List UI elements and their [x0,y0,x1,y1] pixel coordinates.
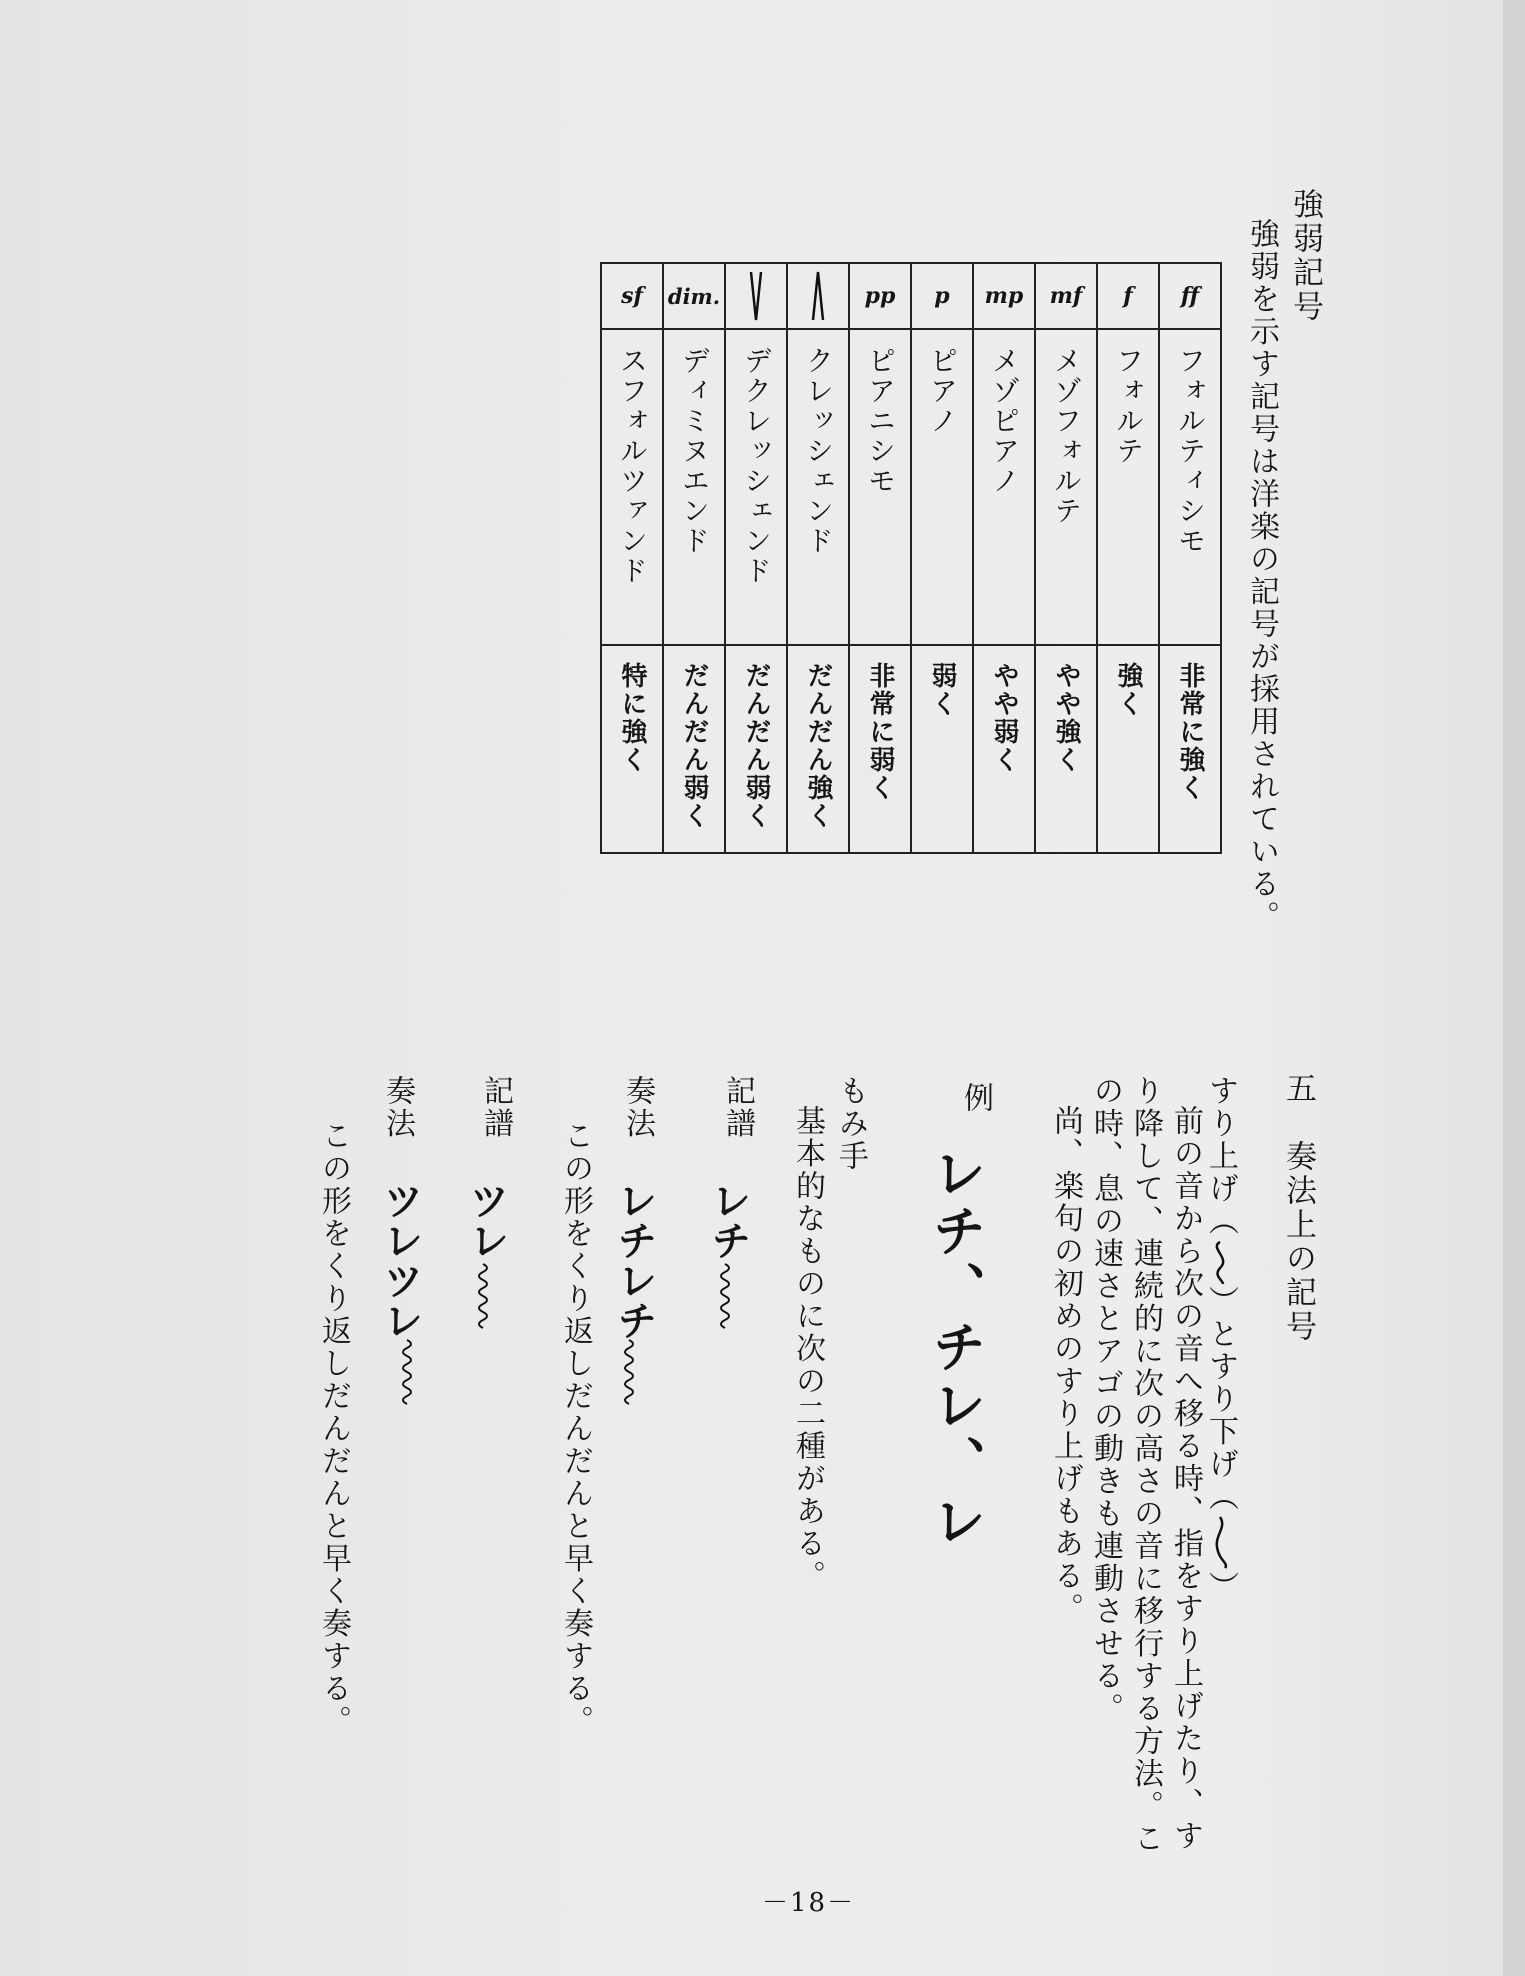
page-edge-shadow [1503,0,1525,1976]
surisage-mark-icon [1205,1513,1235,1571]
souhou-label-1: 奏法 [620,1075,655,1140]
trill-wave-icon [614,1338,644,1418]
explain-text-1: この形をくり返しだんだんと早く奏する。 [558,1120,593,1738]
crescendo-symbol-icon [811,270,825,322]
cell-meaning: 強く [1097,645,1159,853]
notation-kifu-2: ツレ [463,1180,509,1260]
kifu-label-2: 記譜 [478,1075,513,1140]
cell-name: クレッシェンド [787,329,849,645]
cell-meaning: 特に強く [601,645,663,853]
suriage-paragraph-line4: 尚、楽句の初めのすり上げもある。 [1048,1105,1083,1625]
cell-name: スフォルツァンド [601,329,663,645]
notation-souhou-2: ツレツレ [377,1180,423,1340]
cell-symbol: ff [1159,263,1221,329]
cell-symbol: mp [973,263,1035,329]
suriage-paragraph-line2: り降して、連続的に次の高さの音に移行する方法。こ [1128,1075,1163,1855]
cell-name: デクレッシェンド [725,329,787,645]
cell-meaning: だんだん弱く [663,645,725,853]
decrescendo-symbol-icon [749,270,763,322]
cell-symbol: mf [1035,263,1097,329]
section-heading-dynamics: 強弱記号 [1287,188,1323,324]
table-row-names [601,329,1221,645]
cell-symbol: f [1097,263,1159,329]
cell-meaning: だんだん弱く [725,645,787,853]
suriage-title: すり上げ（）とすり下げ（） [1203,1075,1238,1604]
trill-wave-icon [710,1262,740,1342]
kifu-label-1: 記譜 [720,1075,755,1140]
trill-wave-icon [468,1262,498,1342]
cell-meaning: 非常に弱く [849,645,911,853]
suriage-mark-icon [1205,1238,1235,1286]
cell-meaning: 非常に強く [1159,645,1221,853]
cell-name: ピアニシモ [849,329,911,645]
suriage-paragraph-line1: 前の音から次の音へ移る時、指をすり上げたり、す [1168,1105,1203,1853]
page-number: －18－ [762,1888,856,1918]
cell-symbol [725,263,787,329]
example-notation: レチ、チレ、レ [924,1145,987,1551]
cell-meaning: 弱く [911,645,973,853]
example-label: 例 [958,1082,993,1115]
souhou-label-2: 奏法 [380,1075,415,1140]
momide-title: もみ手 [833,1075,868,1173]
cell-meaning: やや強く [1035,645,1097,853]
cell-name: フォルティシモ [1159,329,1221,645]
suriage-paragraph-line3: の時、息の速さとアゴの動きも連動させる。 [1088,1075,1123,1725]
cell-meaning: やや弱く [973,645,1035,853]
table-row-symbols [601,263,1221,329]
momide-intro: 基本的なものに次の二種がある。 [790,1105,825,1593]
cell-symbol: dim. [663,263,725,329]
cell-name: メゾピアノ [973,329,1035,645]
notation-kifu-1: レチ [705,1180,751,1260]
trill-wave-icon [392,1338,422,1418]
cell-symbol: pp [849,263,911,329]
cell-meaning: だんだん強く [787,645,849,853]
cell-name: メゾフォルテ [1035,329,1097,645]
cell-symbol: sf [601,263,663,329]
cell-name: フォルテ [1097,329,1159,645]
cell-name: ピアノ [911,329,973,645]
cell-name: ディミヌエンド [663,329,725,645]
dynamics-intro: 強弱を示す記号は洋楽の記号が採用されている。 [1244,218,1279,933]
cell-symbol: p [911,263,973,329]
notation-souhou-1: レチレチ [611,1180,657,1340]
cell-symbol [787,263,849,329]
dynamics-table [600,262,1222,854]
table-row-meanings [601,645,1221,853]
explain-text-2: この形をくり返しだんだんと早く奏する。 [316,1120,351,1738]
section-heading-performance: 五 奏法上の記号 [1280,1072,1316,1344]
